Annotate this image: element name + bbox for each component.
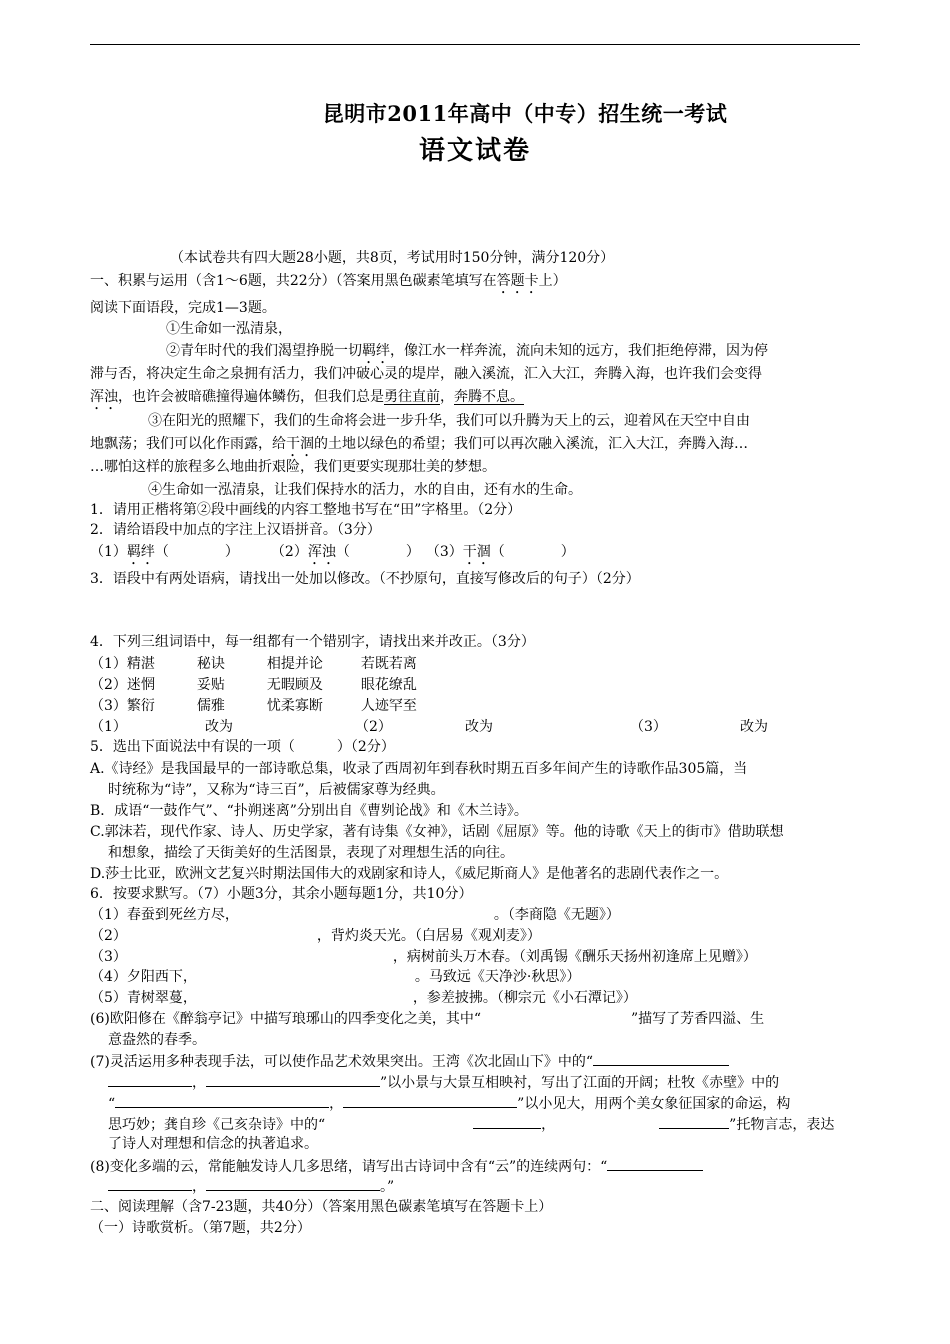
q4-row-3: （3）繁衍 儒雅 忧柔寡断 人迹罕至: [90, 698, 417, 714]
q6-item-8-line-1: (8)变化多端的云，常能触发诗人几多思绪，请写出古诗词中含有“云”的连续两句：“: [90, 1156, 703, 1177]
paragraph-3-line-3: …哪怕这样的旅程多么地曲折艰险，我们更要实现那壮美的梦想。: [90, 459, 496, 475]
q5-option-c-line-1: C.郭沫若，现代作家、诗人、历史学家，著有诗集《女神》，话剧《屈原》等。他的诗歌《天上的街市》借助联想: [90, 824, 784, 840]
q6-item-7-line-5: 了诗人对理想和信念的执著追求。: [108, 1136, 318, 1152]
q6-item-7-line-3: “ ， ”以小见大，用两个美女象征国家的命运，构: [108, 1093, 790, 1114]
paragraph-2-line-3: 浑浊，也许会被暗礁撞得遍体鳞伤，但我们总是勇往直前，奔腾不息。: [90, 389, 524, 405]
q4-answer-1-fix: 改为: [205, 719, 233, 735]
question-6: 6．按要求默写。（7）小题3分，其余小题每题1分，共10分）: [90, 886, 473, 902]
q5-option-d: D.莎士比亚，欧洲文艺复兴时期法国伟大的戏剧家和诗人，《威尼斯商人》是他著名的悲剧代表作之一。: [90, 866, 729, 882]
section1-heading: 一、积累与运用（含1～6题，共22分）（答案用黑色碳素笔填写在答题卡上）: [90, 273, 567, 289]
question-2-items: （1）羁绊（ ） （2）浑浊（ ） （3）干涸（ ）: [90, 544, 575, 560]
reading-intro: 阅读下面语段，完成1—3题。: [90, 300, 276, 316]
q6-item-5: （5）青树翠蔓， ，参差披拂。（柳宗元《小石潭记》）: [90, 990, 637, 1006]
section2-heading: 二、阅读理解（含7-23题，共40分）（答案用黑色碳素笔填写在答题卡上）: [90, 1199, 553, 1215]
paragraph-2-line-2: 滞与否，将决定生命之泉拥有活力，我们冲破心灵的堤岸，融入溪流，汇入大江，奔腾入海，也许我们会变得: [90, 366, 762, 382]
q6-item-7-line-1: (7)灵活运用多种表现手法，可以使作品艺术效果突出。王湾《次北固山下》中的“: [90, 1051, 729, 1072]
q4-row-1: （1）精湛 秘诀 相提并论 若既若离: [90, 656, 417, 672]
q4-answer-2-fix: 改为: [465, 719, 493, 735]
question-1: 1．请用正楷将第②段中画线的内容工整地书写在“田”字格里。（2分）: [90, 502, 522, 518]
paragraph-3-line-1: ③在阳光的照耀下，我们的生命将会进一步升华，我们可以升腾为天上的云，迎着风在天空中自由: [148, 413, 750, 429]
q5-option-c-line-2: 和想象，描绘了天街美好的生活图景，表现了对理想生活的向往。: [108, 845, 514, 861]
paragraph-1: ①生命如一泓清泉，: [166, 321, 292, 337]
q4-answer-3: （3）: [630, 719, 667, 735]
q6-item-2: （2） ，背灼炎天光。（白居易《观刈麦》）: [90, 928, 541, 944]
header-rule: [90, 44, 860, 45]
question-3: 3．语段中有两处语病，请找出一处加以修改。（不抄原句，直接写修改后的句子）（2分）: [90, 571, 640, 587]
exam-title: 昆明市2011年高中（中专）招生统一考试: [322, 101, 728, 126]
q6-item-7-line-2: ， ”以小景与大景互相映衬，写出了江面的开阔；杜牧《赤壁》中的: [108, 1072, 779, 1093]
paragraph-4: ④生命如一泓清泉，让我们保持水的活力，水的自由，还有水的生命。: [148, 482, 582, 498]
q4-answer-1: （1）: [90, 719, 127, 735]
paragraph-3-line-2: 地飘荡；我们可以化作雨露，给干涸的土地以绿色的希望；我们可以再次融入溪流，汇入大江，奔腾入海…: [90, 436, 748, 452]
q6-item-6-line-1: (6)欧阳修在《醉翁亭记》中描写琅琊山的四季变化之美，其中“ ”描写了芳香四溢、生: [90, 1011, 765, 1027]
q4-row-2: （2）迷惘 妥贴 无暇顾及 眼花缭乱: [90, 677, 417, 693]
q6-item-3: （3） ，病树前头万木春。（刘禹锡《酬乐天扬州初逢席上见赠》）: [90, 949, 757, 965]
exam-info: （本试卷共有四大题28小题，共8页，考试用时150分钟，满分120分）: [170, 250, 615, 266]
underlined-phrase-2: 奔腾不息: [454, 389, 510, 405]
paper-subtitle: 语文试卷: [418, 136, 531, 166]
q4-answer-2: （2）: [355, 719, 392, 735]
q6-item-7-line-4: 思巧妙；龚自珍《己亥杂诗》中的“ ， ”托物言志，表达: [108, 1114, 834, 1135]
q4-answer-3-fix: 改为: [740, 719, 768, 735]
q5-option-a-line-2: 时统称为“诗”，又称为“诗三百”，后被儒家尊为经典。: [108, 782, 445, 798]
q5-option-b: B．成语“一鼓作气”、“扑朔迷离”分别出自《曹刿论战》和《木兰诗》。: [90, 803, 528, 819]
question-2: 2．请给语段中加点的字注上汉语拼音。（3分）: [90, 522, 381, 538]
underlined-phrase-1: 勇往直前: [384, 389, 440, 405]
q6-item-8-line-2: ， 。”: [108, 1176, 394, 1197]
paragraph-2-line-1: ②青年时代的我们渴望挣脱一切羁绊，像江水一样奔流，流向未知的远方，我们拒绝停滞，因为停: [166, 343, 768, 359]
q5-option-a-line-1: A.《诗经》是我国最早的一部诗歌总集，收录了西周初年到春秋时期五百多年间产生的诗歌作品305篇，当: [90, 761, 748, 777]
section2-sub-heading: （一）诗歌赏析。（第7题，共2分）: [90, 1220, 311, 1236]
question-4: 4．下列三组词语中，每一组都有一个错别字，请找出来并改正。（3分）: [90, 634, 535, 650]
q6-item-1: （1）春蚕到死丝方尽， 。（李商隐《无题》）: [90, 907, 620, 923]
q6-item-4: （4）夕阳西下， 。马致远《天净沙·秋思》）: [90, 969, 581, 985]
question-5: 5．选出下面说法中有误的一项（ ）（2分）: [90, 739, 395, 755]
q6-item-6-line-2: 意盎然的春季。: [108, 1032, 206, 1048]
